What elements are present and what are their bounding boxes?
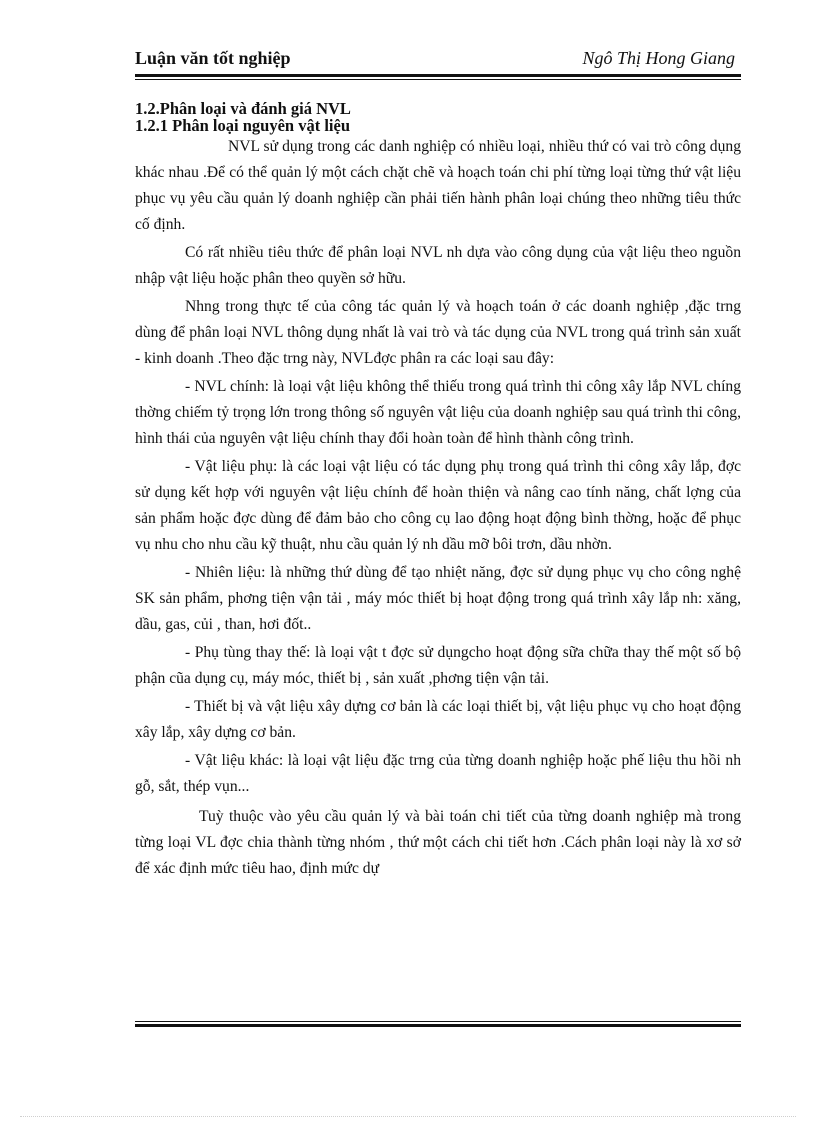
- subsection-heading: 1.2.1 Phân loại nguyên vật liệu: [135, 116, 350, 135]
- paragraph-other-material: - Vật liệu khác: là loại vật liệu đặc trng của từng doanh nghiệp hoặc phế liệu thu hồi nh gỗ, sắt, thép vụn...: [135, 752, 741, 795]
- section-heading: 1.2.Phân loại và đánh giá NVL: [135, 99, 351, 118]
- page-header: [135, 46, 741, 72]
- header-title: Luận văn tốt nghiệp: [135, 48, 291, 68]
- page-bottom-dotted-line: [20, 1116, 796, 1117]
- paragraph-auxiliary-material: - Vật liệu phụ: là các loại vật liệu có tác dụng phụ trong quá trình thi công xây lắp, đợc sử dụng kết hợp với nguyên vật liệu chính để hoàn thiện và nâng cao tính năng, chất lợng của sản phẩm hoặc đợc dùng để đảm bảo cho công cụ lao động hoạt động bình thờng, hoặc để phục vụ nhu cho nhu cầu kỹ thuật, nhu cầu quản lý nh dầu mỡ bôi trơn, dầu nhờn.: [135, 458, 741, 553]
- footer-rule-thick: [135, 1024, 741, 1027]
- paragraph-detail: Tuỳ thuộc vào yêu cầu quản lý và bài toán chi tiết của từng doanh nghiệp mà trong từng loại VL đợc chia thành từng nhóm , thứ một cách chi tiết hơn .Cách phân loại này là xơ sở để xác định mức tiêu hao, định mức dự: [135, 808, 741, 877]
- paragraph-spare-parts: - Phụ tùng thay thế: là loại vật t đợc sử dụngcho hoạt động sữa chữa thay thế một số bộ phận cũa dụng cụ, máy móc, thiết bị , sản xuất ,phơng tiện vận tải.: [135, 644, 741, 687]
- paragraph-main-material: - NVL chính: là loại vật liệu không thể thiếu trong quá trình thi công xây lắp NVL chíng thờng chiếm tỷ trọng lớn trong thông số nguyên vật liệu của doanh nghiệp sau quá trình thi công, hình thái của nguyên vật liệu chính thay đổi hoàn toàn để hình thành công trình.: [135, 378, 741, 447]
- header-rule-thin: [135, 79, 741, 80]
- paragraph-criteria: Có rất nhiều tiêu thức để phân loại NVL nh dựa vào công dụng của vật liệu theo nguồn nhập vật liệu hoặc phân theo quyền sở hữu.: [135, 244, 741, 287]
- header-author: Ngô Thị Hong Giang: [582, 48, 735, 68]
- paragraph-intro: NVL sử dụng trong các danh nghiệp có nhiều loại, nhiều thứ có vai trò công dụng khác nhau .Để có thể quản lý một cách chặt chẽ và hoạch toán chi phí từng loại từng thứ vật liệu phục vụ yêu cầu quản lý doanh nghiệp cần phải tiến hành phân loại chúng theo những tiêu thức cố định.: [135, 138, 741, 233]
- paragraph-classification: Nhng trong thực tế của công tác quản lý và hoạch toán ở các doanh nghiệp ,đặc trng dùng để phân loại NVL thông dụng nhất là vai trò và tác dụng của NVL trong quá trình sản xuất - kinh doanh .Theo đặc trng này, NVLđợc phân ra các loại sau đây:: [135, 298, 741, 367]
- paragraph-equipment: - Thiết bị và vật liệu xây dựng cơ bản là các loại thiết bị, vật liệu phục vụ cho hoạt động xây lắp, xây dựng cơ bản.: [135, 698, 741, 741]
- document-body: [135, 100, 741, 884]
- paragraph-fuel: - Nhiên liệu: là những thứ dùng để tạo nhiệt năng, đợc sử dụng phục vụ cho công nghệ SK sản phẩm, phơng tiện vận tải , máy móc thiết bị hoạt động trong quá trình xây lắp nh: xăng, dầu, gas, củi , than, hơi đốt..: [135, 564, 741, 633]
- header-rule-thick: [135, 74, 741, 77]
- footer-rule-thin: [135, 1021, 741, 1022]
